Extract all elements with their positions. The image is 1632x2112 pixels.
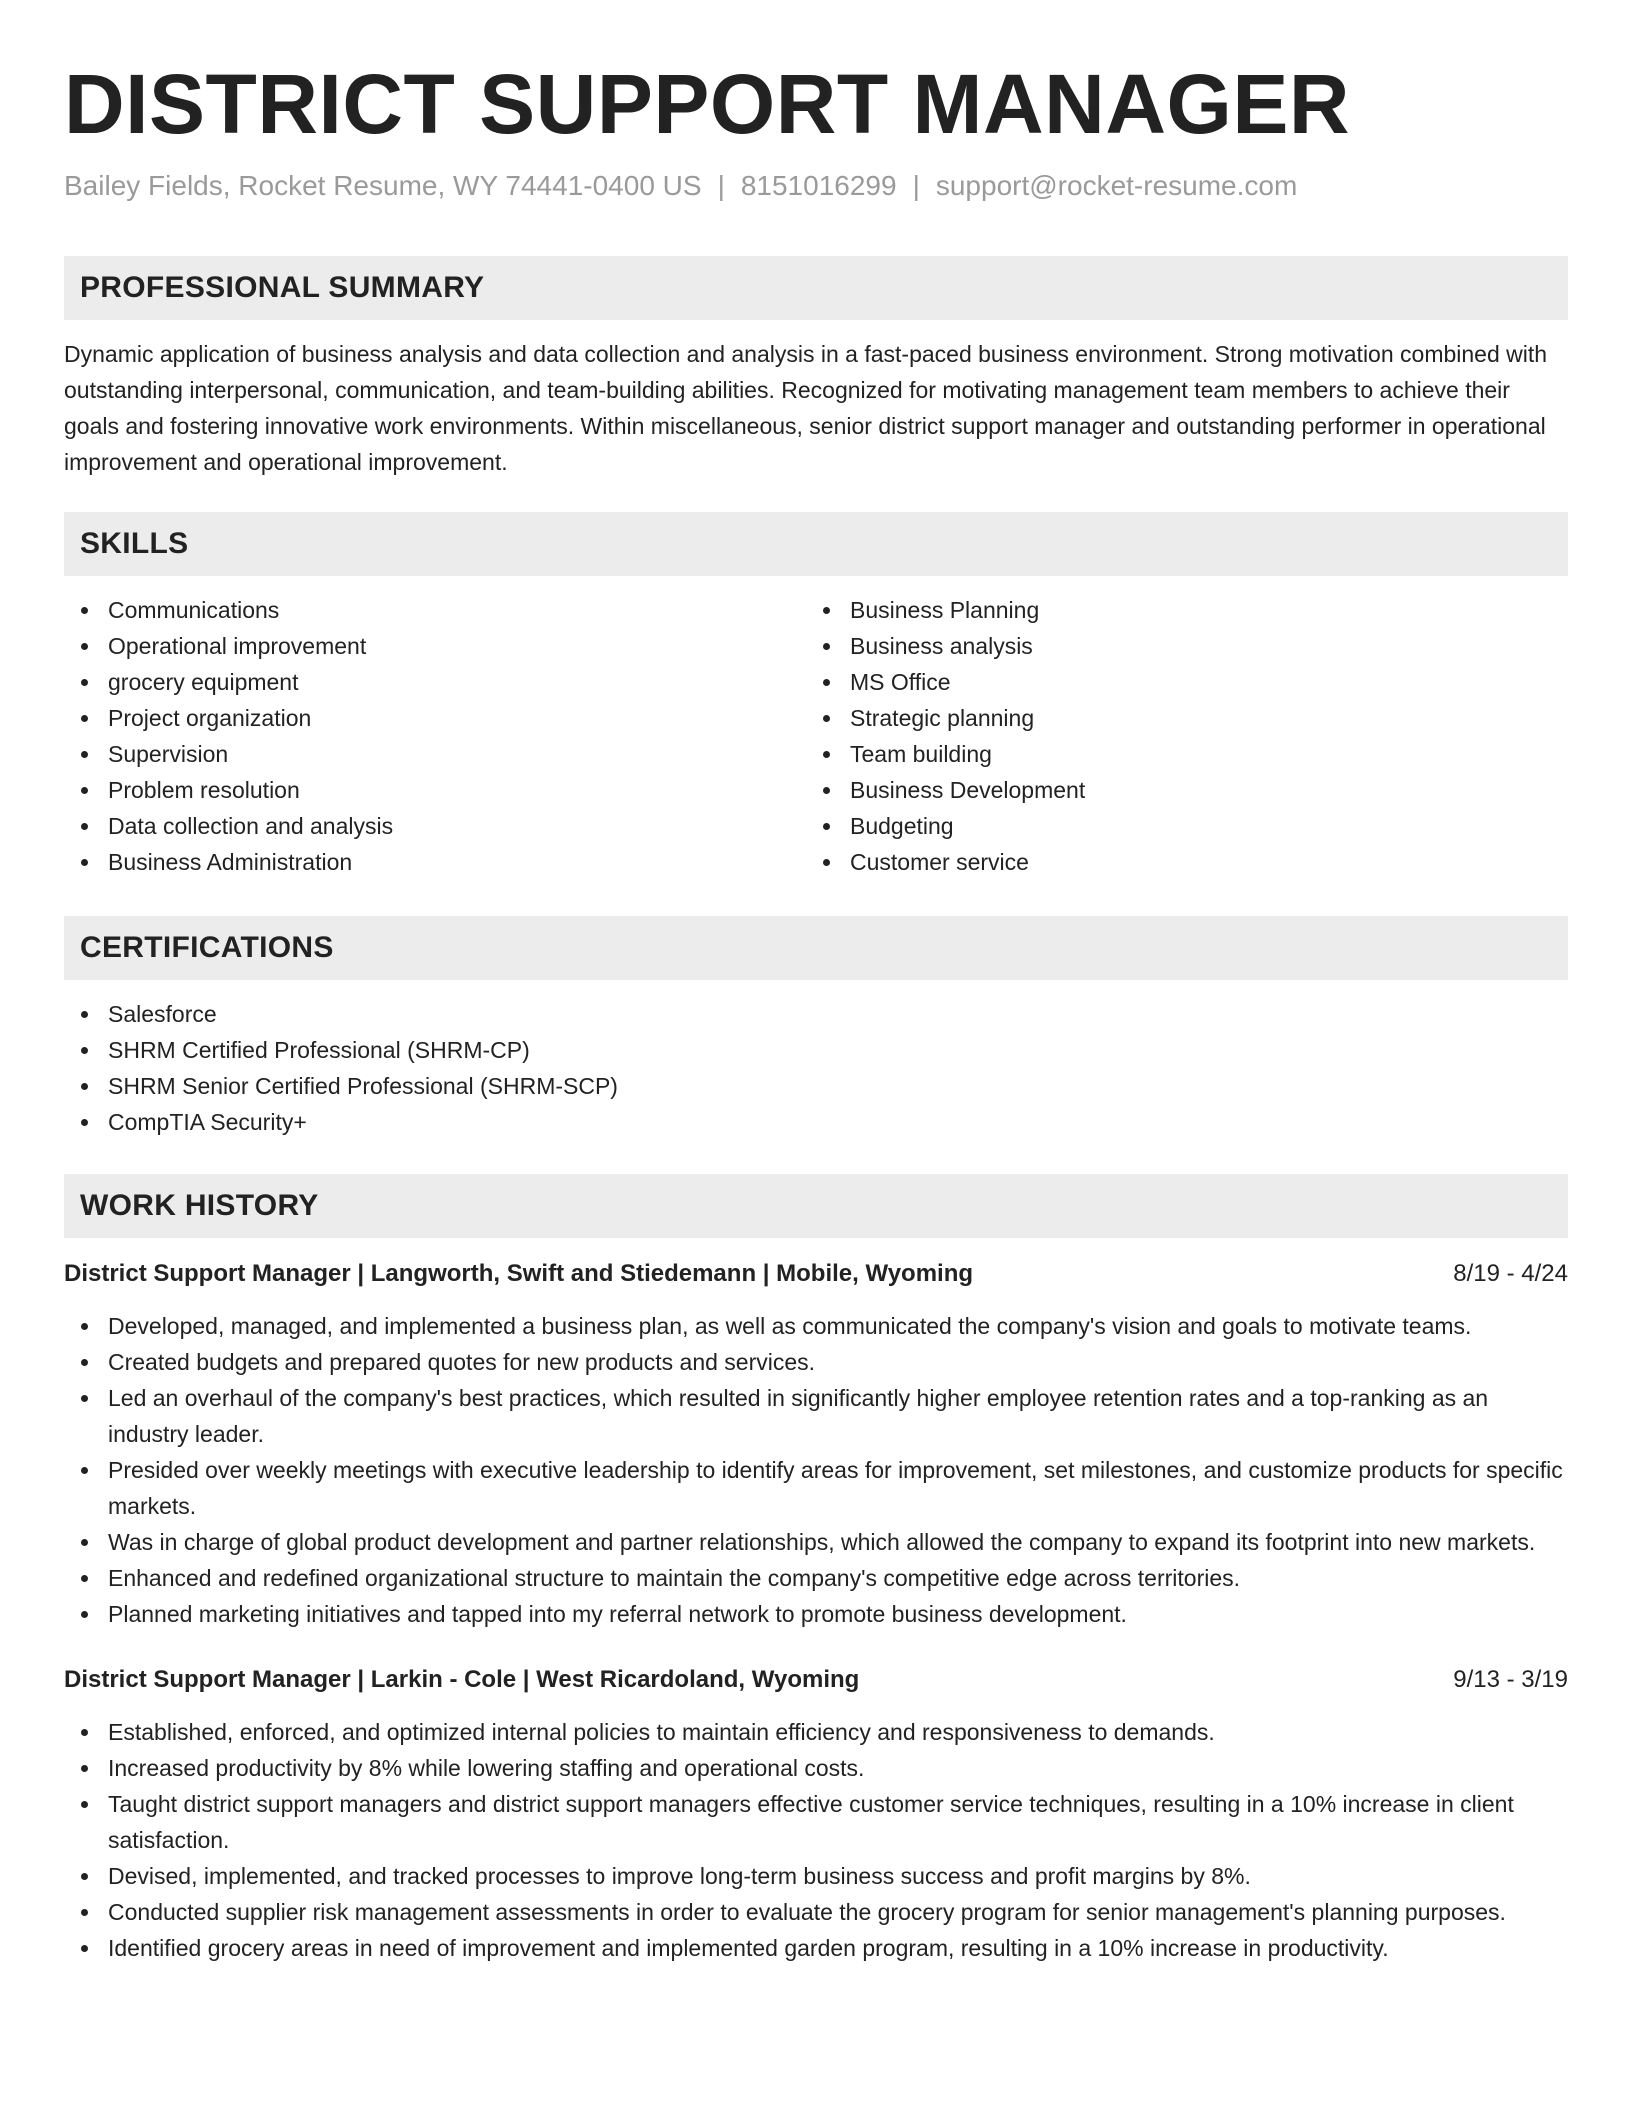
job-bullet: Identified grocery areas in need of improvement and implemented garden program, resulting in a 10% increase in productivity. bbox=[64, 1930, 1568, 1966]
contact-separator: | bbox=[912, 170, 920, 201]
certifications-list bbox=[64, 996, 1568, 1140]
contact-phone: 8151016299 bbox=[740, 170, 897, 201]
job-dates: 8/19 - 4/24 bbox=[1453, 1260, 1568, 1287]
job-bullet: Led an overhaul of the company's best practices, which resulted in significantly higher employee retention rates and a top-ranking as an industry leader. bbox=[64, 1380, 1568, 1452]
skills-column-right bbox=[806, 592, 1548, 880]
resume-title: DISTRICT SUPPORT MANAGER bbox=[64, 57, 1351, 151]
skill-item: Data collection and analysis bbox=[64, 808, 806, 844]
job-heading-row bbox=[64, 1256, 1568, 1292]
skill-item: Business Development bbox=[806, 772, 1548, 808]
skill-item: Budgeting bbox=[806, 808, 1548, 844]
job-bullet: Was in charge of global product development and partner relationships, which allowed the company to expand its footprint into new markets. bbox=[64, 1524, 1568, 1560]
skill-item: Business Administration bbox=[64, 844, 806, 880]
job-bullet: Established, enforced, and optimized internal policies to maintain efficiency and responsiveness to demands. bbox=[64, 1714, 1568, 1750]
skills-grid bbox=[64, 592, 1568, 880]
skill-item: Customer service bbox=[806, 844, 1548, 880]
skill-item: Team building bbox=[806, 736, 1548, 772]
skill-item: grocery equipment bbox=[64, 664, 806, 700]
certification-item: CompTIA Security+ bbox=[64, 1104, 1568, 1140]
job-bullet: Created budgets and prepared quotes for new products and services. bbox=[64, 1344, 1568, 1380]
job-title: District Support Manager | Langworth, Swift and Stiedemann | Mobile, Wyoming bbox=[64, 1260, 974, 1287]
job-dates: 9/13 - 3/19 bbox=[1453, 1666, 1568, 1693]
skill-item: Operational improvement bbox=[64, 628, 806, 664]
job-bullet-list bbox=[64, 1308, 1568, 1632]
section-header-summary: PROFESSIONAL SUMMARY bbox=[64, 256, 1568, 320]
job-bullet: Devised, implemented, and tracked processes to improve long-term business success and profit margins by 8%. bbox=[64, 1858, 1568, 1894]
job-heading-row bbox=[64, 1662, 1568, 1698]
section-header-skills: SKILLS bbox=[64, 512, 1568, 576]
skill-item: Project organization bbox=[64, 700, 806, 736]
job-bullet: Presided over weekly meetings with executive leadership to identify areas for improvement, set milestones, and customize products for specific markets. bbox=[64, 1452, 1568, 1524]
certification-item: SHRM Certified Professional (SHRM-CP) bbox=[64, 1032, 1568, 1068]
section-header-certifications: CERTIFICATIONS bbox=[64, 916, 1568, 980]
contact-address: Bailey Fields, Rocket Resume, WY 74441-0400 US bbox=[64, 170, 702, 201]
skills-column-left bbox=[64, 592, 806, 880]
job-bullet: Developed, managed, and implemented a business plan, as well as communicated the company's vision and goals to motivate teams. bbox=[64, 1308, 1568, 1344]
skill-item: Communications bbox=[64, 592, 806, 628]
skill-item: MS Office bbox=[806, 664, 1548, 700]
skill-item: Problem resolution bbox=[64, 772, 806, 808]
section-header-work-history: WORK HISTORY bbox=[64, 1174, 1568, 1238]
job-bullet: Enhanced and redefined organizational structure to maintain the company's competitive edge across territories. bbox=[64, 1560, 1568, 1596]
job-bullet: Planned marketing initiatives and tapped into my referral network to promote business development. bbox=[64, 1596, 1568, 1632]
skill-item: Business Planning bbox=[806, 592, 1548, 628]
job-bullet: Taught district support managers and district support managers effective customer service techniques, resulting in a 10% increase in client satisfaction. bbox=[64, 1786, 1568, 1858]
job-bullet-list bbox=[64, 1714, 1568, 1966]
summary-text: Dynamic application of business analysis and data collection and analysis in a fast-paced business environment. Strong motivation combined with outstanding interpersonal, communication, and team-building abilities. Recognized for motivating management team members to achieve their goals and fostering innovative work environments. Within miscellaneous, senior district support manager and outstanding performer in operational improvement and operational improvement. bbox=[64, 341, 1548, 475]
contact-separator: | bbox=[717, 170, 725, 201]
skill-item: Business analysis bbox=[806, 628, 1548, 664]
skill-item: Strategic planning bbox=[806, 700, 1548, 736]
contact-line bbox=[64, 168, 1568, 204]
contact-email: support@rocket-resume.com bbox=[935, 170, 1298, 201]
skill-item: Supervision bbox=[64, 736, 806, 772]
job-bullet: Conducted supplier risk management assessments in order to evaluate the grocery program for senior management's planning purposes. bbox=[64, 1894, 1568, 1930]
job-title: District Support Manager | Larkin - Cole | West Ricardoland, Wyoming bbox=[64, 1666, 860, 1693]
job-bullet: Increased productivity by 8% while lowering staffing and operational costs. bbox=[64, 1750, 1568, 1786]
certification-item: Salesforce bbox=[64, 996, 1568, 1032]
certification-item: SHRM Senior Certified Professional (SHRM-SCP) bbox=[64, 1068, 1568, 1104]
